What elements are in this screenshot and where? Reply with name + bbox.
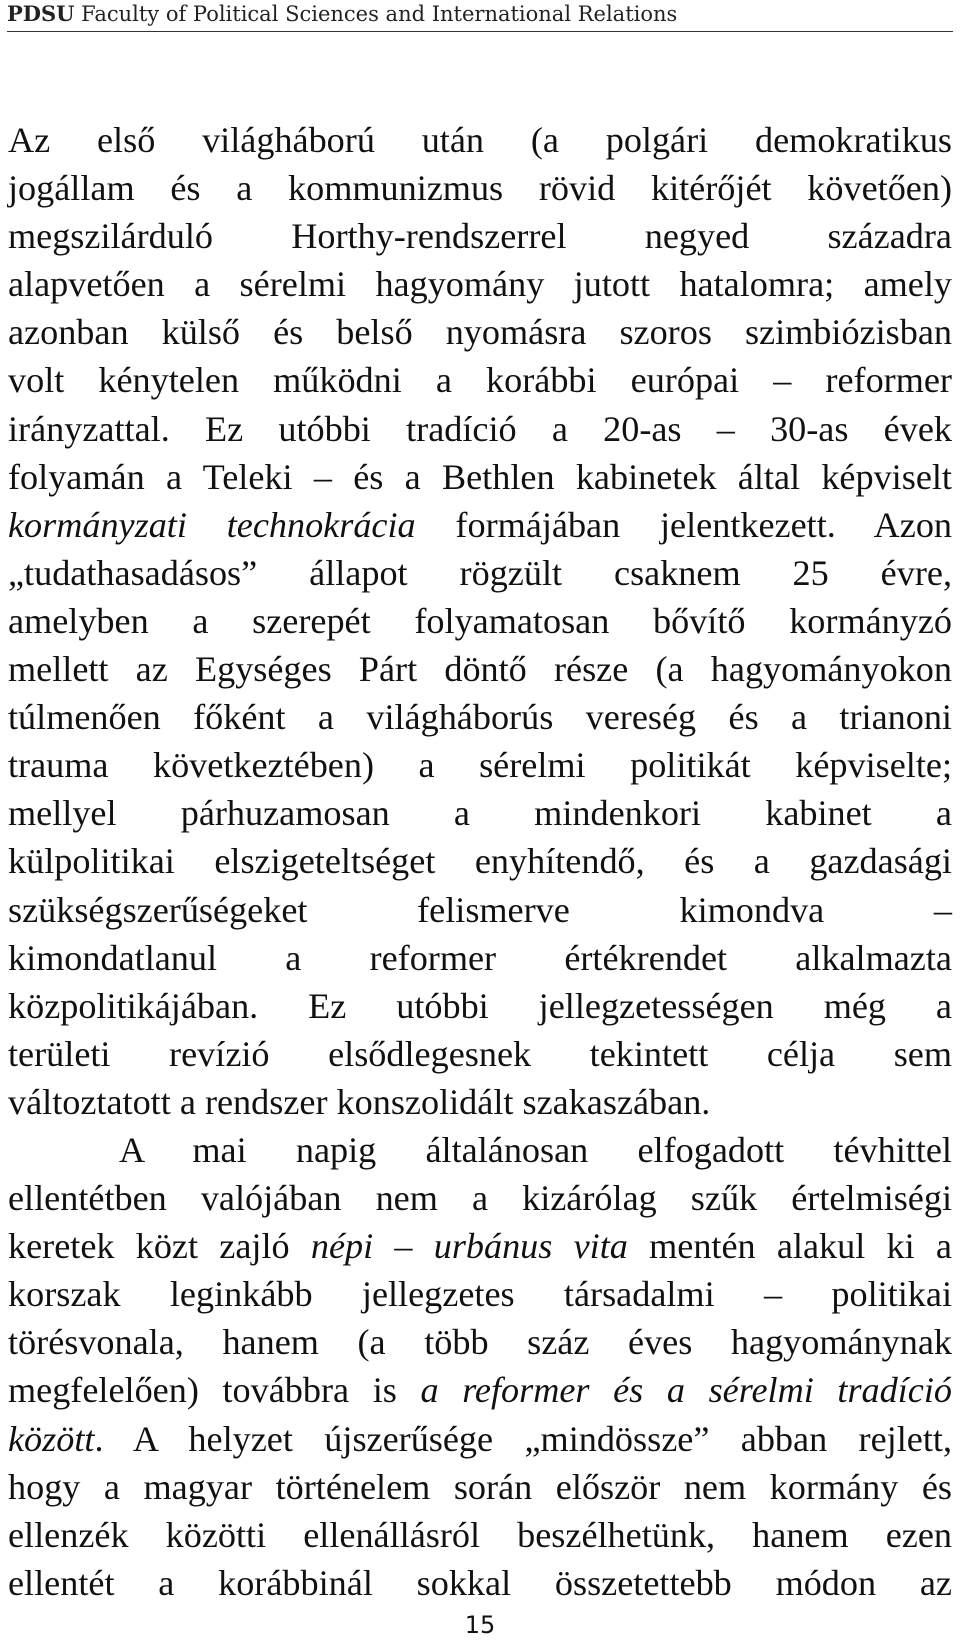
text-line: [8, 1318, 952, 1366]
text-line: [8, 982, 952, 1030]
text-line: [8, 886, 952, 934]
text-line: [8, 1078, 952, 1126]
text-segment: „tudathasadásos” állapot rögzült csaknem 25 évre,: [8, 552, 952, 593]
text-line: [8, 1559, 952, 1607]
text-line: [8, 934, 952, 982]
running-header: [7, 0, 953, 32]
text-segment: kimondatlanul a reformer értékrendet alkalmazta: [8, 937, 952, 978]
text-line: [8, 116, 952, 164]
text-line: [8, 501, 952, 549]
text-segment: megfelelően) továbbra is: [8, 1370, 421, 1411]
text-segment: mellett az Egységes Párt döntő része (a hagyományokon: [8, 649, 952, 690]
text-segment: mentén alakul ki a: [627, 1226, 952, 1267]
text-line: [8, 1463, 952, 1511]
text-line: [8, 837, 952, 885]
text-segment: amelyben a szerepét folyamatosan bővítő kormányzó: [8, 600, 952, 641]
text-segment: korszak leginkább jellegzetes társadalmi – politikai: [8, 1274, 952, 1315]
body-text: [8, 116, 952, 1607]
text-line: [8, 405, 952, 453]
text-segment: irányzattal. Ez utóbbi tradíció a 20-as – 30-as évek: [8, 408, 952, 449]
page-number: 15: [464, 1611, 496, 1639]
text-segment: trauma következtében) a sérelmi politikát képviselte;: [8, 745, 952, 786]
header-faculty: Faculty of Political Sciences and International Relations: [81, 2, 678, 26]
text-segment: megszilárduló Horthy-rendszerrel negyed századra: [8, 216, 952, 257]
text-segment: . A helyzet újszerűsége „mindössze” abban rejlett,: [94, 1418, 952, 1459]
text-line: [8, 741, 952, 789]
text-segment: folyamán a Teleki – és a Bethlen kabinetek által képviselt: [8, 456, 952, 497]
text-segment: hogy a magyar történelem során először nem kormány és: [8, 1466, 952, 1507]
italic-text: a reformer és a sérelmi tradíció: [420, 1370, 952, 1411]
text-segment: területi revízió elsődlegesnek tekintett célja sem: [8, 1033, 952, 1074]
paragraph: [8, 116, 952, 1126]
text-segment: ellentét a korábbinál sokkal összetettebb módon az: [8, 1562, 952, 1603]
text-segment: A mai napig általánosan elfogadott tévhittel: [119, 1129, 952, 1170]
text-line: [8, 260, 952, 308]
text-line: [8, 453, 952, 501]
text-line: [8, 1366, 952, 1414]
text-line: [8, 549, 952, 597]
text-line: [8, 597, 952, 645]
text-line: [8, 1126, 952, 1174]
text-segment: túlmenően főként a világháborús vereség és a trianoni: [8, 697, 952, 738]
text-line: [8, 1222, 952, 1270]
italic-text: között: [8, 1418, 95, 1459]
text-line: [8, 789, 952, 837]
text-segment: formájában jelentkezett. Azon: [415, 504, 953, 545]
text-line: [8, 1270, 952, 1318]
text-segment: ellentétben valójában nem a kizárólag szűk értelmiségi: [8, 1178, 952, 1219]
text-line: [8, 645, 952, 693]
text-segment: ellenzék közötti ellenállásról beszélhetünk, hanem ezen: [8, 1514, 952, 1555]
text-line: [8, 1174, 952, 1222]
text-segment: keretek közt zajló: [8, 1226, 311, 1267]
text-segment: volt kénytelen működni a korábbi európai – reformer: [8, 360, 952, 401]
text-segment: változtatott a rendszer konszolidált szakaszában.: [8, 1081, 711, 1122]
text-segment: közpolitikájában. Ez utóbbi jellegzetességen még a: [8, 985, 952, 1026]
text-line: [8, 356, 952, 404]
text-segment: jogállam és a kommunizmus rövid kitérőjét követően): [8, 168, 952, 209]
header-org: PDSU: [7, 1, 75, 26]
text-line: [8, 1511, 952, 1559]
paragraph: [8, 1126, 952, 1607]
italic-text: népi – urbánus vita: [310, 1226, 628, 1267]
text-segment: külpolitikai elszigeteltséget enyhítendő, és a gazdasági: [8, 841, 952, 882]
text-segment: azonban külső és belső nyomásra szoros szimbiózisban: [8, 312, 952, 353]
text-line: [8, 212, 952, 260]
text-segment: Az első világháború után (a polgári demokratikus: [8, 120, 952, 160]
text-segment: szükségszerűségeket felismerve kimondva –: [8, 889, 952, 930]
text-line: [8, 1030, 952, 1078]
text-line: [8, 308, 952, 356]
text-segment: alapvetően a sérelmi hagyomány jutott hatalomra; amely: [8, 264, 952, 305]
text-segment: mellyel párhuzamosan a mindenkori kabinet a: [8, 793, 952, 834]
text-line: [8, 1415, 952, 1463]
italic-text: kormányzati technokrácia: [8, 504, 416, 545]
text-line: [8, 693, 952, 741]
text-line: [8, 164, 952, 212]
text-segment: törésvonala, hanem (a több száz éves hagyománynak: [8, 1322, 952, 1363]
